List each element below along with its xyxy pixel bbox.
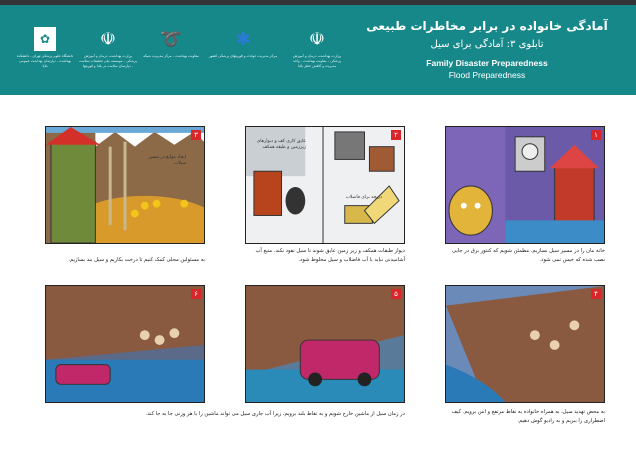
iran-emblem-icon: ☫ [308,28,326,50]
iran-emblem-icon: ☫ [99,28,117,50]
university-emblem-icon: ✿ [34,27,56,51]
logo-tehran-university [16,27,74,89]
subtitle-fa: تابلوی ۳: آمادگی برای سیل [430,39,544,50]
title-fa: آمادگی خانواده در برابر مخاطرات طبیعی [366,19,608,33]
star-of-life-icon: ✱ [235,28,251,50]
panel-6-caption: در زمان سیل از ماشین خارج شویم و به نقاط بلند برویم، زیرا آب جاری سیل می تواند ماشین را با هر وزنی جا به جا کند. [145,411,405,417]
logo-caption: وزارت بهداشت، درمان و آموزش پزشکی - موسسه ملی تحقیقات سلامت - دپارتمان سلامت در بلایا و فوریتها [79,54,137,68]
panel-4-illustration [445,285,605,403]
title-en: Family Disaster Preparedness [426,58,548,68]
speech-bubble: عایق کاری کف و دیوارهای زیرزمین و طبقه همکف [256,139,306,150]
health-logo-icon: ➰ [159,28,183,50]
panel-number-badge: ۴ [591,289,601,299]
logo-caption: وزارت بهداشت، درمان و آموزش پزشکی - معاونت بهداشت - واحد مدیریت و کاهش خطر بلایا [293,54,341,68]
panel-5-illustration [245,285,405,403]
logo-ministry-1 [79,27,137,89]
subtitle-en: Flood Preparedness [448,70,526,80]
panel-1-caption: خانه مان را در مسیر سیل نسازیم. مطمئن شویم که کنتور برق در جایی نصب شده که خیس نمی شود. [452,248,605,263]
panel-number-badge: ۳ [191,130,201,140]
speech-bubble: دریچه برای فاضلاب [345,195,382,200]
logo-ems [206,27,280,89]
logo-caption: دانشگاه علوم پزشکی تهران - دانشکده بهداشت - دپارتمان بهداشت عمومی بلایا [16,54,74,68]
logo-health [142,27,200,89]
panel-number-badge: ۲ [391,130,401,140]
panel-3-caption: به مسئولین محلی کمک کنیم تا درخت بکاریم و سیل بند بسازیم. [68,257,205,263]
logo-caption: مرکز مدیریت حوادث و فوریتهای پزشکی کشور [208,54,278,58]
poster-titles [352,19,622,80]
panel-number-badge: ۶ [191,289,201,299]
panel-3-illustration [45,126,205,244]
panel-6-illustration [45,285,205,403]
panel-1-illustration [445,126,605,244]
panel-2-caption: دیوار طبقات همکف و زیر زمین عایق شوند تا سیل نفوذ نکند. منبع آب آشامیدنی نباید با آب فاضلاب و سیل مخلوط شود. [255,248,405,263]
panel-2-illustration [245,126,405,244]
panel-4-caption: به محض تهدید سیل، به همراه خانواده به نقاط مرتفع و امن برویم. کیف اضطراری را ببریم و به رادیو گوش دهیم. [451,409,605,424]
panel-number-badge: ۱ [591,130,601,140]
poster-header [0,5,636,95]
logo-caption: معاونت بهداشت - مرکز مدیریت شبکه [143,54,199,58]
speech-bubble: ایجاد موانع در مسیر سیلاب [148,155,186,166]
panel-number-badge: ۵ [391,289,401,299]
logo-ministry-2 [288,27,346,89]
